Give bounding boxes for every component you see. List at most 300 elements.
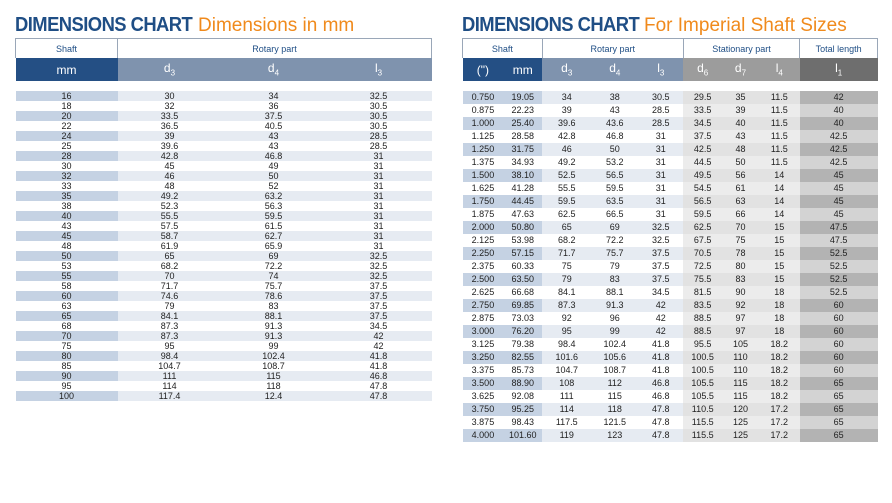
d4-cell: 43.6 [591, 117, 638, 130]
shaft-mm-cell: 66.68 [511, 287, 535, 297]
d4-cell: 46.8 [606, 131, 624, 141]
l4-cell: 18.2 [759, 338, 800, 351]
l4-cell: 17.2 [759, 403, 800, 416]
l3-cell: 37.5 [638, 247, 683, 260]
shaft-mm-cell: 31.75 [503, 143, 542, 156]
shaft-inch-cell: 3.375 [471, 365, 495, 375]
col-d6-header: $d_6$ [683, 58, 722, 81]
d4-cell: 72.2 [606, 235, 624, 245]
d4-cell: 118 [591, 403, 638, 416]
l4-cell: 11.5 [759, 91, 800, 104]
d3-cell: 49.2 [557, 157, 576, 167]
d4-cell: 96 [609, 313, 620, 323]
shaft-mm-cell: 47.63 [511, 209, 535, 219]
imperial-table-body [463, 91, 878, 442]
l3-cell: 31 [326, 191, 432, 201]
d7-cell: 80 [722, 260, 759, 273]
d7-cell: 83 [722, 273, 759, 286]
l3-cell: 31 [655, 183, 666, 193]
l4-cell: 17.2 [759, 429, 800, 442]
d4-cell: 61.5 [264, 221, 283, 231]
table-row [463, 312, 878, 325]
metric-chart-title: DIMENSIONS CHART [15, 14, 193, 36]
d3-cell: 42.8 [557, 131, 576, 141]
d4-cell: 50 [591, 143, 638, 156]
d7-cell: 92 [722, 299, 759, 312]
table-row [463, 169, 878, 182]
table-row [463, 234, 878, 247]
l3-cell: 47.8 [326, 391, 432, 401]
l4-cell: 11.5 [759, 104, 800, 117]
table-row [463, 91, 878, 104]
metric-column-header-row [16, 58, 432, 81]
l4-cell: 15 [759, 234, 800, 247]
l1-cell: 52.5 [800, 273, 878, 286]
shaft-inch-cell: 0.875 [471, 105, 495, 115]
d6-cell: 54.5 [683, 182, 722, 195]
d4-cell: 46.8 [222, 151, 326, 161]
shaft-mm-cell: 48 [61, 241, 72, 251]
l3-cell: 31 [655, 131, 666, 141]
l3-cell: 32.5 [326, 271, 432, 281]
l3-cell: 42 [638, 325, 683, 338]
imperial-shaft-group-header: Shaft [463, 39, 543, 59]
table-row [16, 241, 432, 251]
shaft-mm-cell: 43 [61, 221, 72, 231]
d4-cell: 78.6 [222, 291, 326, 301]
d3-cell: 117.5 [555, 417, 578, 427]
l1-cell: 52.5 [800, 286, 878, 299]
l3-cell: 28.5 [652, 105, 670, 115]
l3-cell: 30.5 [369, 121, 388, 131]
d4-cell: 37.5 [222, 111, 326, 121]
shaft-mm-cell: 79.38 [511, 339, 535, 349]
d6-cell: 83.5 [683, 299, 722, 312]
d3-cell: 55.5 [118, 211, 222, 221]
d4-cell: 50 [222, 171, 326, 181]
d3-cell: 55.5 [557, 183, 576, 193]
table-row [463, 260, 878, 273]
d6-cell: 115.5 [683, 416, 722, 429]
l4-cell: 11.5 [759, 143, 800, 156]
d4-cell: 49 [268, 161, 279, 171]
shaft-mm-cell: 69.85 [503, 299, 542, 312]
l1-cell: 65 [800, 429, 878, 442]
shaft-mm-cell: 53 [61, 261, 72, 271]
l3-cell: 32.5 [369, 261, 388, 271]
l1-cell: 65 [800, 390, 878, 403]
l1-cell: 42.5 [800, 143, 878, 156]
d3-cell: 46 [542, 143, 591, 156]
l3-cell: 31 [373, 161, 384, 171]
d7-cell: 120 [722, 403, 759, 416]
l1-cell: 47.5 [800, 234, 878, 247]
d4-cell: 105.6 [591, 351, 638, 364]
l3-cell: 37.5 [369, 301, 388, 311]
d7-cell: 63 [722, 195, 759, 208]
l3-cell: 30.5 [369, 101, 388, 111]
shaft-mm-cell: 25.40 [503, 117, 542, 130]
d4-cell: 59.5 [606, 183, 624, 193]
d3-cell: 111 [559, 391, 574, 401]
l4-cell: 15 [759, 221, 800, 234]
l1-cell: 65 [800, 403, 878, 416]
shaft-inch-cell: 1.750 [463, 195, 504, 208]
d7-cell: 97 [722, 312, 759, 325]
l1-cell: 40 [800, 104, 878, 117]
l1-cell: 45 [800, 208, 878, 221]
l1-cell: 52.5 [800, 247, 878, 260]
d3-cell: 71.7 [542, 247, 591, 260]
d4-cell: 43 [268, 141, 279, 151]
table-row [463, 403, 878, 416]
d6-cell: 81.5 [683, 286, 722, 299]
d7-cell: 115 [722, 390, 759, 403]
d3-cell: 68.2 [557, 235, 576, 245]
shaft-inch-cell: 2.125 [471, 235, 495, 245]
d4-cell: 75.7 [591, 247, 638, 260]
shaft-mm-cell: 22 [61, 121, 72, 131]
shaft-mm-cell: 100 [16, 391, 118, 401]
d4-cell: 91.3 [264, 321, 283, 331]
shaft-mm-cell: 41.28 [511, 183, 535, 193]
shaft-inch-cell: 2.250 [463, 247, 504, 260]
l3-cell: 30.5 [326, 111, 432, 121]
table-row [463, 390, 878, 403]
table-row [16, 251, 432, 261]
shaft-inch-cell: 3.125 [471, 339, 495, 349]
shaft-mm-cell: 88.90 [503, 377, 542, 390]
table-row [463, 338, 878, 351]
l3-cell: 42 [326, 331, 432, 341]
l3-cell: 32.5 [652, 235, 670, 245]
metric-chart-subtitle: Dimensions in mm [198, 15, 355, 36]
d4-cell: 34 [222, 91, 326, 101]
d3-cell: 114 [542, 403, 591, 416]
d3-cell: 57.5 [160, 221, 179, 231]
shaft-mm-cell: 60.33 [511, 261, 535, 271]
metric-dimensions-panel [15, 0, 431, 401]
d3-cell: 62.5 [557, 209, 576, 219]
table-row [463, 104, 878, 117]
shaft-inch-cell: 3.500 [463, 377, 504, 390]
l3-cell: 31 [638, 195, 683, 208]
shaft-mm-cell: 28.58 [511, 131, 535, 141]
d3-cell: 79 [164, 301, 175, 311]
l4-cell: 11.5 [759, 130, 800, 143]
d3-cell: 65 [118, 251, 222, 261]
d4-cell: 91.3 [222, 331, 326, 341]
d6-cell: 88.5 [683, 312, 722, 325]
d3-cell: 39 [118, 131, 222, 141]
d3-cell: 33.5 [118, 111, 222, 121]
d4-cell: 53.2 [606, 157, 624, 167]
l3-cell: 28.5 [369, 141, 388, 151]
d3-cell: 87.3 [542, 299, 591, 312]
d3-cell: 58.7 [118, 231, 222, 241]
d3-cell: 61.9 [160, 241, 179, 251]
table-row [16, 171, 432, 181]
d4-cell: 43 [222, 131, 326, 141]
col-d4-header: $d_4$ [222, 58, 326, 81]
shaft-mm-cell: 85 [61, 361, 72, 371]
d3-cell: 48 [164, 181, 175, 191]
shaft-inch-cell: 1.625 [471, 183, 495, 193]
l3-cell: 31 [326, 171, 432, 181]
imperial-chart-title: DIMENSIONS CHART [462, 14, 640, 36]
shaft-inch-cell: 2.000 [463, 221, 504, 234]
table-row [16, 281, 432, 291]
shaft-inch-cell: 2.500 [463, 273, 504, 286]
l3-cell: 42 [638, 299, 683, 312]
table-row [463, 221, 878, 234]
d4-cell: 79 [609, 261, 620, 271]
d4-cell: 62.7 [222, 231, 326, 241]
l3-cell: 46.8 [638, 377, 683, 390]
shaft-inch-cell: 3.250 [463, 351, 504, 364]
shaft-mm-cell: 25 [61, 141, 72, 151]
shaft-mm-cell: 20 [16, 111, 118, 121]
l1-cell: 60 [800, 325, 878, 338]
shaft-mm-cell: 57.15 [503, 247, 542, 260]
d7-cell: 105 [722, 338, 759, 351]
d3-cell: 34 [542, 91, 591, 104]
d4-cell: 65.9 [264, 241, 283, 251]
d7-cell: 125 [722, 429, 759, 442]
d3-cell: 104.7 [555, 365, 578, 375]
d6-cell: 70.5 [683, 247, 722, 260]
shaft-mm-cell: 44.45 [503, 195, 542, 208]
d4-cell: 66.5 [606, 209, 624, 219]
d3-cell: 79 [542, 273, 591, 286]
metric-dimensions-table [15, 38, 432, 401]
d3-cell: 87.3 [118, 331, 222, 341]
l4-cell: 11.5 [759, 156, 800, 169]
l1-cell: 52.5 [800, 260, 878, 273]
d4-cell: 91.3 [591, 299, 638, 312]
l1-cell: 45 [800, 169, 878, 182]
l3-cell: 41.8 [652, 365, 670, 375]
imperial-stationary-group-header: Stationary part [683, 39, 799, 59]
table-row [16, 111, 432, 121]
l3-cell: 31 [373, 201, 384, 211]
d3-cell: 70 [118, 271, 222, 281]
shaft-mm-cell: 35 [16, 191, 118, 201]
d6-cell: 34.5 [683, 117, 722, 130]
d3-cell: 98.4 [557, 339, 576, 349]
d4-cell: 123 [591, 429, 638, 442]
d7-cell: 110 [722, 351, 759, 364]
d3-cell: 87.3 [160, 321, 179, 331]
shaft-mm-cell: 30 [61, 161, 72, 171]
d6-cell: 75.5 [683, 273, 722, 286]
l3-cell: 47.8 [652, 417, 670, 427]
l3-cell: 34.5 [652, 287, 670, 297]
d6-cell: 42.5 [683, 143, 722, 156]
table-row [16, 221, 432, 231]
table-row [463, 325, 878, 338]
l4-cell: 15 [759, 260, 800, 273]
table-row [463, 143, 878, 156]
d3-cell: 84.1 [557, 287, 576, 297]
d3-cell: 117.4 [118, 391, 222, 401]
l1-cell: 60 [800, 299, 878, 312]
shaft-mm-cell: 95 [61, 381, 72, 391]
l3-cell: 32.5 [326, 251, 432, 261]
l1-cell: 47.5 [800, 221, 878, 234]
l3-cell: 46.8 [326, 371, 432, 381]
l4-cell: 18.2 [759, 364, 800, 377]
shaft-inch-cell: 1.375 [471, 157, 495, 167]
l3-cell: 31 [638, 169, 683, 182]
col-l4-header: $l_4$ [759, 58, 800, 81]
table-row [463, 208, 878, 221]
shaft-mm-cell: 50 [16, 251, 118, 261]
shaft-inch-cell: 1.125 [471, 131, 495, 141]
d3-cell: 32 [164, 101, 175, 111]
l3-cell: 41.8 [638, 351, 683, 364]
l3-cell: 37.5 [326, 311, 432, 321]
col-d7-header: $d_7$ [722, 58, 759, 81]
table-row [16, 391, 432, 401]
d4-cell: 88.1 [222, 311, 326, 321]
d7-cell: 35 [722, 91, 759, 104]
shaft-mm-cell: 40 [16, 211, 118, 221]
d4-cell: 99 [591, 325, 638, 338]
d3-cell: 75 [561, 261, 572, 271]
d3-cell: 65 [542, 221, 591, 234]
d7-cell: 97 [722, 325, 759, 338]
d4-cell: 83 [268, 301, 279, 311]
imperial-dimensions-panel [462, 0, 878, 442]
table-row [16, 161, 432, 171]
l4-cell: 18 [759, 299, 800, 312]
d4-cell: 38 [591, 91, 638, 104]
d4-cell: 63.2 [222, 191, 326, 201]
table-row [16, 301, 432, 311]
shaft-inch-cell: 0.750 [463, 91, 504, 104]
l4-cell: 15 [759, 273, 800, 286]
shaft-inch-cell: 1.875 [471, 209, 495, 219]
d4-cell: 72.2 [264, 261, 283, 271]
shaft-inch-cell: 2.750 [463, 299, 504, 312]
table-row [16, 101, 432, 111]
l3-cell: 28.5 [638, 117, 683, 130]
l3-cell: 47.8 [369, 381, 388, 391]
d6-cell: 37.5 [683, 130, 722, 143]
d3-cell: 92 [561, 313, 572, 323]
l4-cell: 18 [759, 312, 800, 325]
shaft-mm-cell: 95.25 [503, 403, 542, 416]
l3-cell: 31 [655, 157, 666, 167]
shaft-mm-cell: 53.98 [511, 235, 535, 245]
col-l3-header: $l_3$ [326, 58, 432, 81]
table-row [16, 371, 432, 381]
l4-cell: 14 [759, 195, 800, 208]
table-row [16, 211, 432, 221]
d6-cell: 95.5 [683, 338, 722, 351]
d6-cell: 49.5 [683, 169, 722, 182]
d4-cell: 63.5 [591, 195, 638, 208]
table-row [16, 191, 432, 201]
shaft-mm-cell: 38 [61, 201, 72, 211]
d4-cell: 115 [607, 391, 622, 401]
col-l3-header: $l_3$ [638, 58, 683, 81]
l3-cell: 47.8 [638, 429, 683, 442]
d3-cell: 49.2 [118, 191, 222, 201]
d4-cell: 108.7 [603, 365, 627, 375]
shaft-inch-cell: 2.625 [471, 287, 495, 297]
d7-cell: 61 [722, 182, 759, 195]
l3-cell: 47.8 [638, 403, 683, 416]
shaft-mm-cell: 85.73 [511, 365, 535, 375]
shaft-mm-cell: 68 [61, 321, 72, 331]
shaft-mm-cell: 28 [16, 151, 118, 161]
d6-cell: 56.5 [683, 195, 722, 208]
shaft-inch-cell: 1.250 [463, 143, 504, 156]
d3-cell: 39 [561, 105, 572, 115]
d4-cell: 74 [222, 271, 326, 281]
l4-cell: 18.2 [759, 351, 800, 364]
d4-cell: 36 [268, 101, 279, 111]
l4-cell: 18 [759, 286, 800, 299]
table-row [16, 331, 432, 341]
l3-cell: 42 [373, 341, 384, 351]
shaft-inch-cell: 2.875 [471, 313, 495, 323]
d7-cell: 56 [722, 169, 759, 182]
l1-cell: 42.5 [800, 156, 878, 169]
col-mm-header: mm [16, 58, 118, 81]
l4-cell: 11.5 [759, 117, 800, 130]
l3-cell: 31 [655, 209, 666, 219]
shaft-mm-cell: 80 [16, 351, 118, 361]
shaft-mm-cell: 98.43 [511, 417, 535, 427]
l3-cell: 37.5 [326, 291, 432, 301]
d6-cell: 29.5 [683, 91, 722, 104]
d4-cell: 43 [609, 105, 620, 115]
shaft-mm-cell: 33 [61, 181, 72, 191]
l3-cell: 31 [373, 241, 384, 251]
shaft-inch-cell: 3.750 [463, 403, 504, 416]
shaft-mm-cell: 45 [16, 231, 118, 241]
shaft-mm-cell: 82.55 [503, 351, 542, 364]
d3-cell: 95 [164, 341, 175, 351]
shaft-mm-cell: 34.93 [511, 157, 535, 167]
d4-cell: 83 [591, 273, 638, 286]
d3-cell: 74.6 [118, 291, 222, 301]
d6-cell: 100.5 [683, 364, 722, 377]
l4-cell: 14 [759, 169, 800, 182]
d4-cell: 69 [222, 251, 326, 261]
col-d3-header: $d_3$ [118, 58, 222, 81]
d4-cell: 118 [266, 381, 281, 391]
l1-cell: 42.5 [800, 130, 878, 143]
d3-cell: 59.5 [542, 195, 591, 208]
shaft-inch-cell: 2.375 [471, 261, 495, 271]
d6-cell: 115.5 [683, 429, 722, 442]
l3-cell: 46.8 [652, 391, 670, 401]
table-row [16, 261, 432, 271]
d4-cell: 56.3 [264, 201, 283, 211]
col-inch-header: (") [463, 58, 504, 81]
l3-cell: 32.5 [326, 91, 432, 101]
l4-cell: 14 [759, 208, 800, 221]
l3-cell: 42 [655, 313, 666, 323]
d3-cell: 119 [542, 429, 591, 442]
d6-cell: 105.5 [683, 390, 722, 403]
l3-cell: 37.5 [638, 273, 683, 286]
l1-cell: 60 [800, 338, 878, 351]
